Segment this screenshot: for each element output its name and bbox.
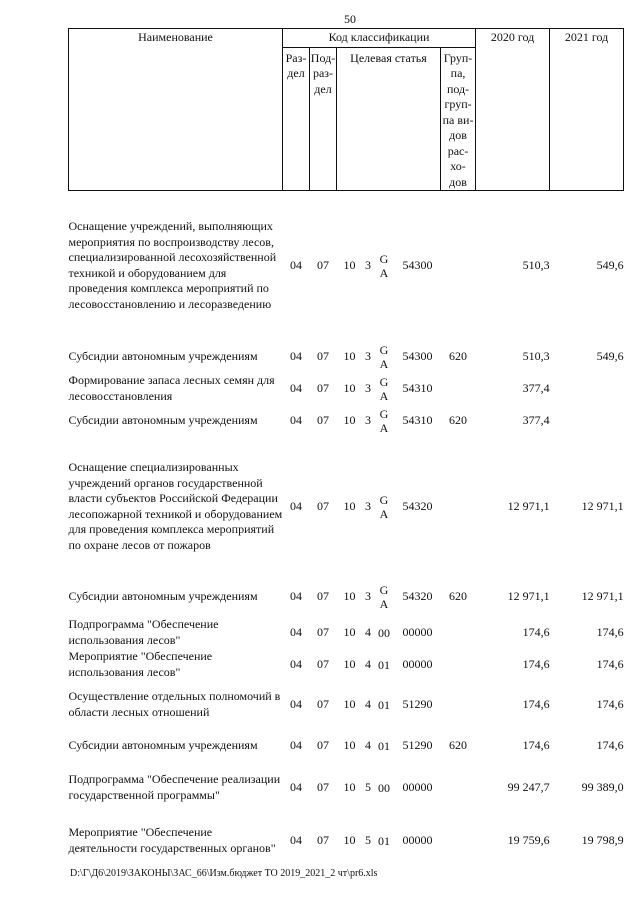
row-target-event: 01 bbox=[378, 697, 390, 712]
row-vid bbox=[441, 617, 476, 649]
row-target-event: G A bbox=[379, 406, 389, 435]
row-target-program: 10 bbox=[343, 779, 356, 794]
row-target-subprogram: 4 bbox=[365, 696, 371, 711]
row-name: Субсидии автономным учреждениям bbox=[68, 588, 258, 603]
table-row bbox=[69, 577, 624, 617]
row-vid bbox=[441, 649, 476, 681]
row-name: Оснащение специализированных учреждений органов государственной власти субъектов Российской Федерации лесопожарной техникой и оборудованием для проведения комплекса мероприятий по охране лесов от пожаров bbox=[68, 460, 283, 552]
row-value-2021: 549,6 bbox=[596, 348, 624, 363]
row-value-2020: 510,3 bbox=[522, 348, 550, 363]
row-target-subprogram: 3 bbox=[365, 498, 371, 513]
row-value-2020: 174,6 bbox=[522, 737, 550, 752]
row-name: Формирование запаса лесных семян для лесовосстановления bbox=[68, 373, 275, 403]
row-value-2020: 19 759,6 bbox=[507, 832, 550, 847]
row-name: Субсидии автономным учреждениям bbox=[68, 737, 258, 752]
row-target-program: 10 bbox=[343, 696, 356, 711]
row-target-program: 10 bbox=[343, 832, 356, 847]
row-value-2021 bbox=[550, 373, 624, 405]
header-vid: Груп- па, под- груп- па ви- дов рас- хо- дов bbox=[441, 47, 476, 191]
row-razdel: 04 bbox=[290, 624, 302, 639]
row-name: Субсидии автономным учреждениям bbox=[68, 348, 258, 363]
row-razdel: 04 bbox=[290, 779, 302, 794]
row-value-2021: 19 798,9 bbox=[581, 832, 624, 847]
row-podrazdel: 07 bbox=[317, 588, 329, 603]
row-vid: 620 bbox=[449, 348, 468, 363]
header-2020: 2020 год bbox=[476, 29, 550, 191]
row-vid: 620 bbox=[449, 588, 468, 603]
table-row bbox=[69, 729, 624, 763]
row-target-subprogram: 3 bbox=[365, 258, 371, 272]
row-vid bbox=[441, 681, 476, 729]
row-target-direction: 51290 bbox=[402, 737, 433, 752]
row-target-program: 10 bbox=[343, 412, 356, 427]
row-vid bbox=[441, 191, 476, 341]
table-row bbox=[69, 617, 624, 649]
row-razdel: 04 bbox=[290, 588, 302, 603]
row-podrazdel: 07 bbox=[317, 348, 329, 363]
row-target-direction: 54320 bbox=[402, 588, 433, 603]
row-podrazdel: 07 bbox=[317, 779, 329, 794]
table-row bbox=[69, 191, 624, 341]
row-name: Подпрограмма "Обеспечение использования лесов" bbox=[68, 617, 219, 647]
header-name: Наименование bbox=[69, 29, 283, 191]
row-vid: 620 bbox=[449, 737, 468, 752]
row-value-2020: 377,4 bbox=[522, 380, 550, 395]
file-path-footer: D:\Г\Д6\2019\ЗАКОНЫ\ЗАС_66\Изм.бюджет ТО 2019_2021_2 чт\pr6.xls bbox=[70, 868, 378, 879]
row-razdel: 04 bbox=[290, 380, 302, 395]
row-name: Мероприятие "Обеспечение деятельности государственных органов" bbox=[68, 825, 276, 855]
row-vid bbox=[441, 373, 476, 405]
row-razdel: 04 bbox=[290, 832, 302, 847]
row-target-direction: 51290 bbox=[402, 696, 433, 711]
row-target-event: G A bbox=[379, 374, 389, 403]
row-target-direction: 54300 bbox=[402, 348, 433, 363]
row-target-subprogram: 4 bbox=[365, 737, 371, 752]
row-value-2021 bbox=[550, 405, 624, 437]
table-row bbox=[69, 373, 624, 405]
row-razdel: 04 bbox=[290, 412, 302, 427]
row-podrazdel: 07 bbox=[317, 498, 329, 513]
row-target-event: 01 bbox=[378, 738, 390, 753]
row-target-subprogram: 5 bbox=[365, 779, 371, 794]
row-value-2020: 174,6 bbox=[522, 696, 550, 711]
row-value-2021: 12 971,1 bbox=[581, 588, 624, 603]
row-razdel: 04 bbox=[290, 348, 302, 363]
row-target-program: 10 bbox=[343, 498, 356, 513]
row-value-2021: 174,6 bbox=[596, 624, 624, 639]
table-row bbox=[69, 813, 624, 869]
row-razdel: 04 bbox=[290, 737, 302, 752]
row-value-2021: 549,6 bbox=[596, 258, 624, 272]
table-body bbox=[69, 191, 624, 869]
row-name: Подпрограмма "Обеспечение реализации государственной программы" bbox=[68, 772, 281, 802]
page-number: 50 bbox=[344, 12, 356, 26]
header-code-group: Код классификации bbox=[283, 29, 476, 48]
row-value-2020: 377,4 bbox=[522, 412, 550, 427]
row-value-2020: 99 247,7 bbox=[507, 779, 550, 794]
row-target-event: G A bbox=[379, 582, 389, 611]
row-vid bbox=[441, 763, 476, 813]
row-value-2021: 174,6 bbox=[596, 656, 624, 671]
row-target-event: 00 bbox=[378, 780, 390, 795]
row-value-2021: 99 389,0 bbox=[581, 779, 624, 794]
table-row bbox=[69, 405, 624, 437]
row-value-2020: 174,6 bbox=[522, 656, 550, 671]
row-value-2021: 174,6 bbox=[596, 737, 624, 752]
row-value-2020: 174,6 bbox=[522, 624, 550, 639]
row-target-program: 10 bbox=[343, 624, 356, 639]
header-2021: 2021 год bbox=[550, 29, 624, 191]
row-podrazdel: 07 bbox=[317, 258, 329, 272]
row-name: Мероприятие "Обеспечение использования лесов" bbox=[68, 649, 213, 679]
row-target-event: 00 bbox=[378, 625, 390, 640]
row-razdel: 04 bbox=[290, 656, 302, 671]
row-target-direction: 00000 bbox=[402, 656, 433, 671]
table-row bbox=[69, 341, 624, 373]
row-value-2020: 12 971,1 bbox=[507, 498, 550, 513]
row-target-event: G A bbox=[379, 492, 389, 521]
row-vid bbox=[441, 437, 476, 577]
row-name: Оснащение учреждений, выполняющих мероприятия по воспроизводству лесов, специализированной лесохозяйственной техникой и оборудованием для проведения комплекса мероприятий по лесовосстановлению и лесоразведению bbox=[68, 219, 277, 311]
row-value-2020: 12 971,1 bbox=[507, 588, 550, 603]
row-target-program: 10 bbox=[343, 258, 356, 272]
row-value-2021: 12 971,1 bbox=[581, 498, 624, 513]
row-podrazdel: 07 bbox=[317, 737, 329, 752]
table-row bbox=[69, 437, 624, 577]
row-razdel: 04 bbox=[290, 696, 302, 711]
row-name: Осуществление отдельных полномочий в области лесных отношений bbox=[68, 689, 281, 719]
row-target-event: G A bbox=[379, 251, 389, 280]
row-target-direction: 00000 bbox=[402, 779, 433, 794]
row-target-program: 10 bbox=[343, 737, 356, 752]
row-target-subprogram: 3 bbox=[365, 412, 371, 427]
table-row bbox=[69, 763, 624, 813]
row-target-direction: 00000 bbox=[402, 832, 433, 847]
header-target: Целевая статья bbox=[337, 47, 441, 191]
row-target-program: 10 bbox=[343, 348, 356, 363]
row-target-direction: 54320 bbox=[402, 498, 433, 513]
row-podrazdel: 07 bbox=[317, 696, 329, 711]
row-target-event: 01 bbox=[378, 833, 390, 848]
row-podrazdel: 07 bbox=[317, 656, 329, 671]
table-row bbox=[69, 649, 624, 681]
row-podrazdel: 07 bbox=[317, 832, 329, 847]
row-name: Субсидии автономным учреждениям bbox=[68, 412, 258, 427]
row-target-direction: 54310 bbox=[402, 412, 433, 427]
row-target-event: G A bbox=[379, 342, 389, 371]
row-value-2020: 510,3 bbox=[522, 258, 550, 272]
row-target-direction: 00000 bbox=[402, 624, 433, 639]
row-target-subprogram: 3 bbox=[365, 380, 371, 395]
row-target-subprogram: 3 bbox=[365, 348, 371, 363]
row-target-direction: 54300 bbox=[402, 258, 433, 272]
row-podrazdel: 07 bbox=[317, 380, 329, 395]
row-target-program: 10 bbox=[343, 588, 356, 603]
row-target-program: 10 bbox=[343, 380, 356, 395]
row-vid: 620 bbox=[449, 412, 468, 427]
row-target-direction: 54310 bbox=[402, 380, 433, 395]
row-target-subprogram: 5 bbox=[365, 832, 371, 847]
row-podrazdel: 07 bbox=[317, 412, 329, 427]
row-razdel: 04 bbox=[290, 258, 302, 272]
row-podrazdel: 07 bbox=[317, 624, 329, 639]
row-target-subprogram: 3 bbox=[365, 588, 371, 603]
row-value-2021: 174,6 bbox=[596, 696, 624, 711]
header-podrazdel: Под- раз- дел bbox=[310, 47, 337, 191]
table-header bbox=[69, 29, 624, 191]
row-razdel: 04 bbox=[290, 498, 302, 513]
header-razdel: Раз- дел bbox=[283, 47, 310, 191]
row-target-subprogram: 4 bbox=[365, 624, 371, 639]
row-vid bbox=[441, 813, 476, 869]
row-target-subprogram: 4 bbox=[365, 656, 371, 671]
table-row bbox=[69, 681, 624, 729]
row-target-event: 01 bbox=[378, 657, 390, 672]
row-target-program: 10 bbox=[343, 656, 356, 671]
budget-table bbox=[68, 28, 624, 869]
